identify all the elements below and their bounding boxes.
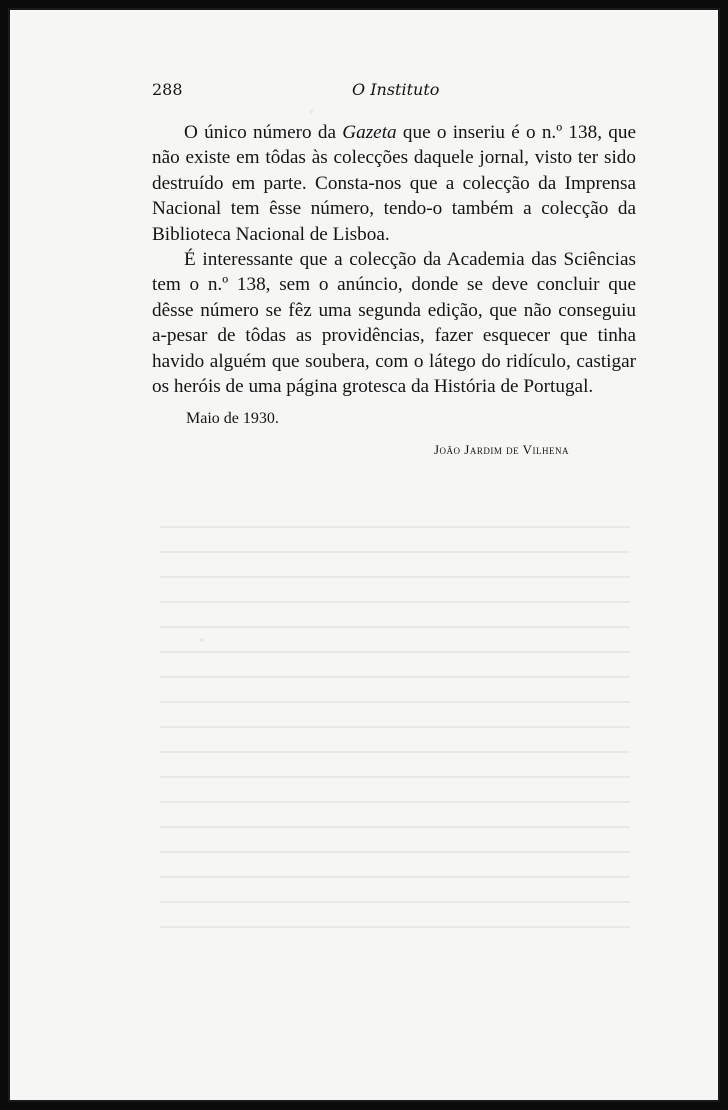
page-header — [152, 80, 636, 102]
page-number: 288 — [152, 80, 183, 99]
body-text — [152, 120, 636, 399]
date-line: Maio de 1930. — [186, 410, 279, 427]
paragraph-2: É interessante que a colecção da Academia das Sciências tem o n.º 138, sem o anúncio, donde se deve concluir que dêsse número se fêz uma segunda edição, que não conseguiu a-pesar de tôdas as providências, fazer esquecer que tinha havido alguém que soubera, com o látego do ridículo, castigar os heróis de uma página grotesca da História de Portugal. — [152, 249, 636, 398]
speck — [200, 638, 204, 642]
paragraph-1-rest: que o inseriu é o n.º 138, que não existe em tôdas às colecções daquele jornal, visto ter sido destruído em parte. Consta-nos que a colecção da Imprensa Nacional tem êsse número, tendo-o também a colecção da Biblioteca Nacional de Lisboa. — [152, 122, 636, 245]
paragraph-1-start: O único número da — [184, 122, 343, 143]
show-through-text — [160, 510, 630, 940]
newspaper-title: Gazeta — [342, 122, 397, 143]
running-title: O Instituto — [352, 80, 440, 99]
paragraph-1 — [152, 120, 636, 247]
document-page — [8, 8, 720, 1102]
author-signature: João Jardim de Vilhena — [434, 442, 570, 457]
speck — [310, 109, 313, 114]
